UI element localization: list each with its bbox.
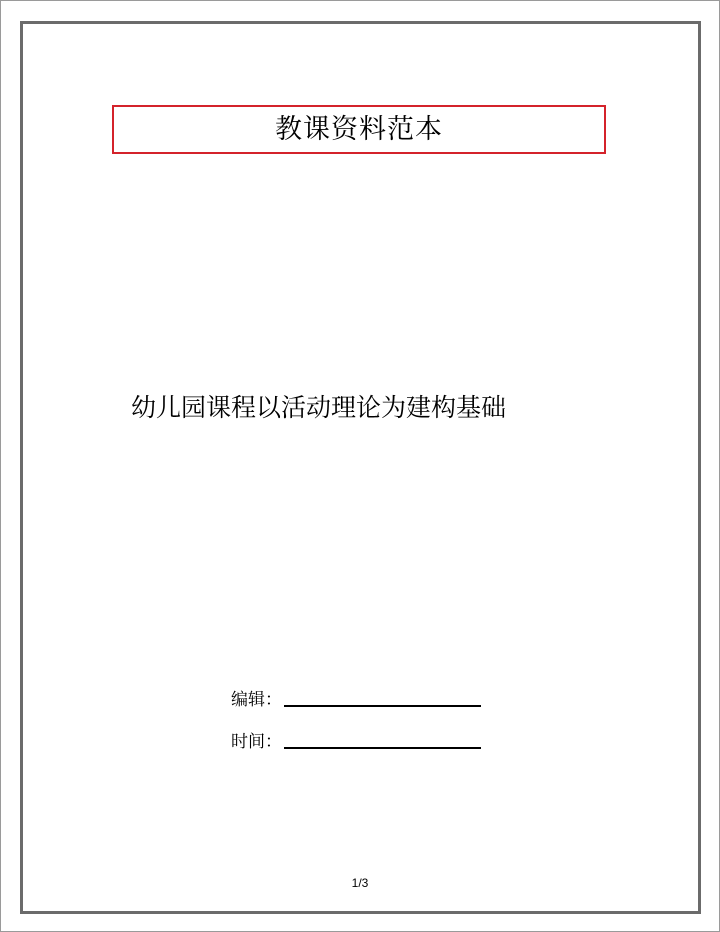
page-inner-border <box>20 21 701 914</box>
editor-field <box>231 692 481 709</box>
editor-label: 编辑： <box>231 690 282 710</box>
header-title: 教课资料范本 <box>275 114 443 145</box>
document-main-title: 幼儿园课程以活动理论为建构基础 <box>131 393 507 422</box>
editor-blank-line <box>284 705 481 707</box>
page-number: 1/3 <box>351 876 369 890</box>
time-field <box>231 734 481 751</box>
time-blank-line <box>284 747 481 749</box>
header-title-box <box>112 105 606 154</box>
time-label: 时间： <box>231 732 282 752</box>
